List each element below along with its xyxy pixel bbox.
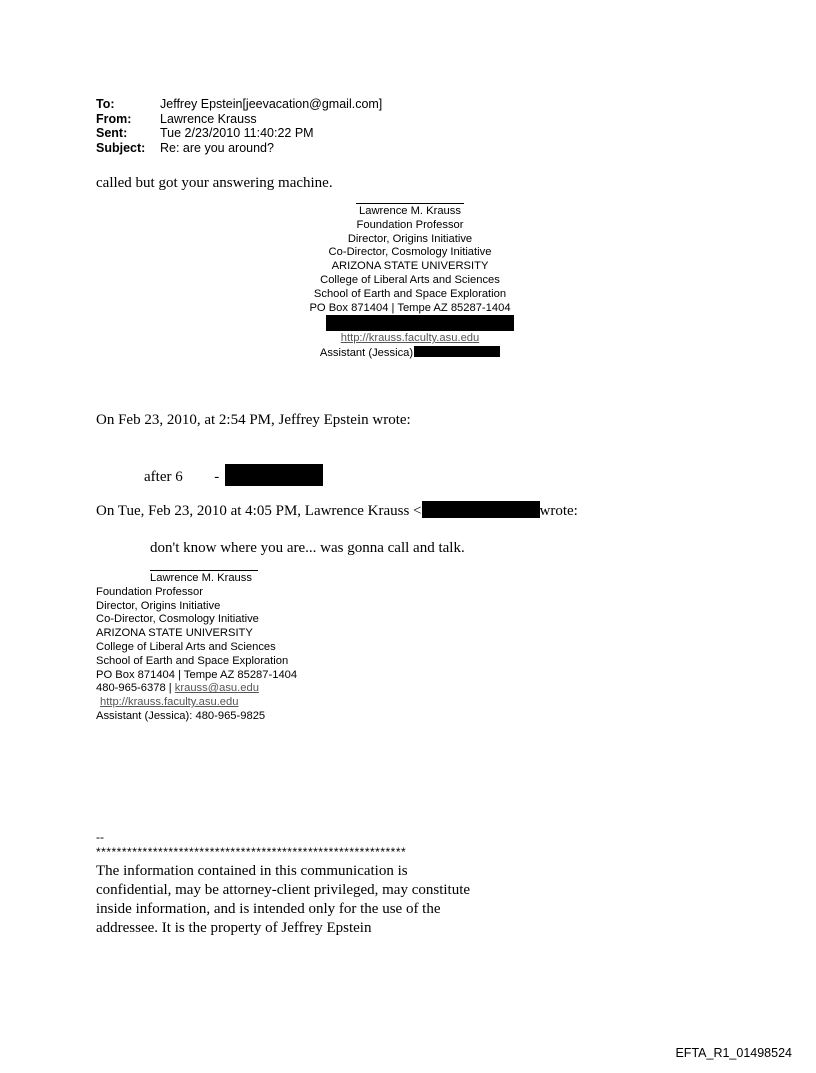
redaction-block — [414, 346, 500, 357]
separator-stars: ************************************************************ — [96, 845, 407, 859]
from-label: From: — [96, 111, 132, 126]
sig2-line-name: Lawrence M. Krauss — [150, 572, 252, 584]
from-row — [96, 112, 382, 127]
to-label: To: — [96, 97, 115, 111]
to-row — [96, 97, 382, 112]
quote1-body-row — [144, 464, 323, 486]
subject-label: Subject: — [96, 140, 146, 155]
message-body: called but got your answering machine. — [96, 175, 333, 191]
sent-label: Sent: — [96, 126, 128, 140]
sig2-line-director: Director, Origins Initiative — [96, 599, 221, 612]
sig-assistant: Assistant (Jessica) — [319, 347, 414, 360]
signature-bottom — [96, 570, 297, 724]
to-value: Jeffrey Epstein[jeevacation@gmail.com] — [160, 97, 383, 111]
sent-row — [96, 126, 382, 141]
quote2-intro-prefix: On Tue, Feb 23, 2010 at 4:05 PM, Lawrence Krauss < — [96, 503, 422, 519]
redaction-block — [326, 315, 514, 331]
signature-rule — [356, 203, 464, 204]
disclaimer-text: The information contained in this communication is confidential, may be attorney-client privileged, may constitute inside information, and is intended only for the use of the addressee. It is the property of Jeffrey Epstein — [96, 863, 471, 936]
subject-value: Re: are you around? — [160, 140, 274, 155]
separator-dashes: -- — [96, 830, 104, 844]
redaction-block — [422, 501, 540, 518]
document-id: EFTA_R1_01498524 — [675, 1046, 792, 1060]
sig2-line-title: Foundation Professor — [96, 585, 203, 598]
sig-line-school: School of Earth and Space Exploration — [313, 287, 507, 300]
faculty-link[interactable]: http://krauss.faculty.asu.edu — [340, 332, 480, 345]
sig2-line-college: College of Liberal Arts and Sciences — [96, 640, 276, 653]
sig2-contact-row — [96, 682, 297, 696]
subject-row — [96, 141, 382, 156]
sent-value: Tue 2/23/2010 11:40:22 PM — [160, 126, 314, 140]
quote2-body: don't know where you are... was gonna call and talk. — [150, 540, 465, 556]
faculty-link[interactable]: http://krauss.faculty.asu.edu — [100, 696, 239, 709]
email-link[interactable]: krauss@asu.edu — [174, 682, 259, 695]
sig-line-codirector: Co-Director, Cosmology Initiative — [328, 246, 492, 259]
sig2-link-row — [96, 696, 297, 710]
sig-line-title: Foundation Professor — [356, 218, 464, 231]
quote2-intro-row — [96, 501, 578, 520]
redaction-block — [225, 464, 323, 486]
quote1-dash: - — [214, 469, 220, 485]
sig-line-address: PO Box 871404 | Tempe AZ 85287-1404 — [309, 301, 511, 314]
quote1-body: after 6 — [144, 469, 183, 485]
sig-link-row — [260, 332, 560, 346]
sig2-line-university: ARIZONA STATE UNIVERSITY — [96, 627, 253, 640]
sig2-assistant: Assistant (Jessica): 480-965-9825 — [96, 709, 266, 722]
sig-assistant-row — [260, 346, 560, 361]
email-header — [96, 97, 382, 155]
signature-rule — [150, 570, 258, 571]
sig2-line-school: School of Earth and Space Exploration — [96, 654, 289, 667]
sig2-line-codirector: Co-Director, Cosmology Initiative — [96, 613, 259, 626]
from-value: Lawrence Krauss — [160, 111, 257, 126]
quote2-intro-suffix: wrote: — [539, 503, 578, 519]
sig-line-director: Director, Origins Initiative — [347, 232, 473, 245]
redaction-row — [260, 315, 560, 329]
sig2-phone: 480-965-6378 | — [96, 682, 172, 695]
signature-top — [260, 203, 560, 361]
sig-line-name: Lawrence M. Krauss — [359, 205, 461, 217]
sig-line-college: College of Liberal Arts and Sciences — [320, 273, 500, 286]
sig-line-university: ARIZONA STATE UNIVERSITY — [331, 260, 489, 273]
sig2-line-address: PO Box 871404 | Tempe AZ 85287-1404 — [96, 668, 298, 681]
quote1-intro: On Feb 23, 2010, at 2:54 PM, Jeffrey Epstein wrote: — [96, 412, 411, 428]
